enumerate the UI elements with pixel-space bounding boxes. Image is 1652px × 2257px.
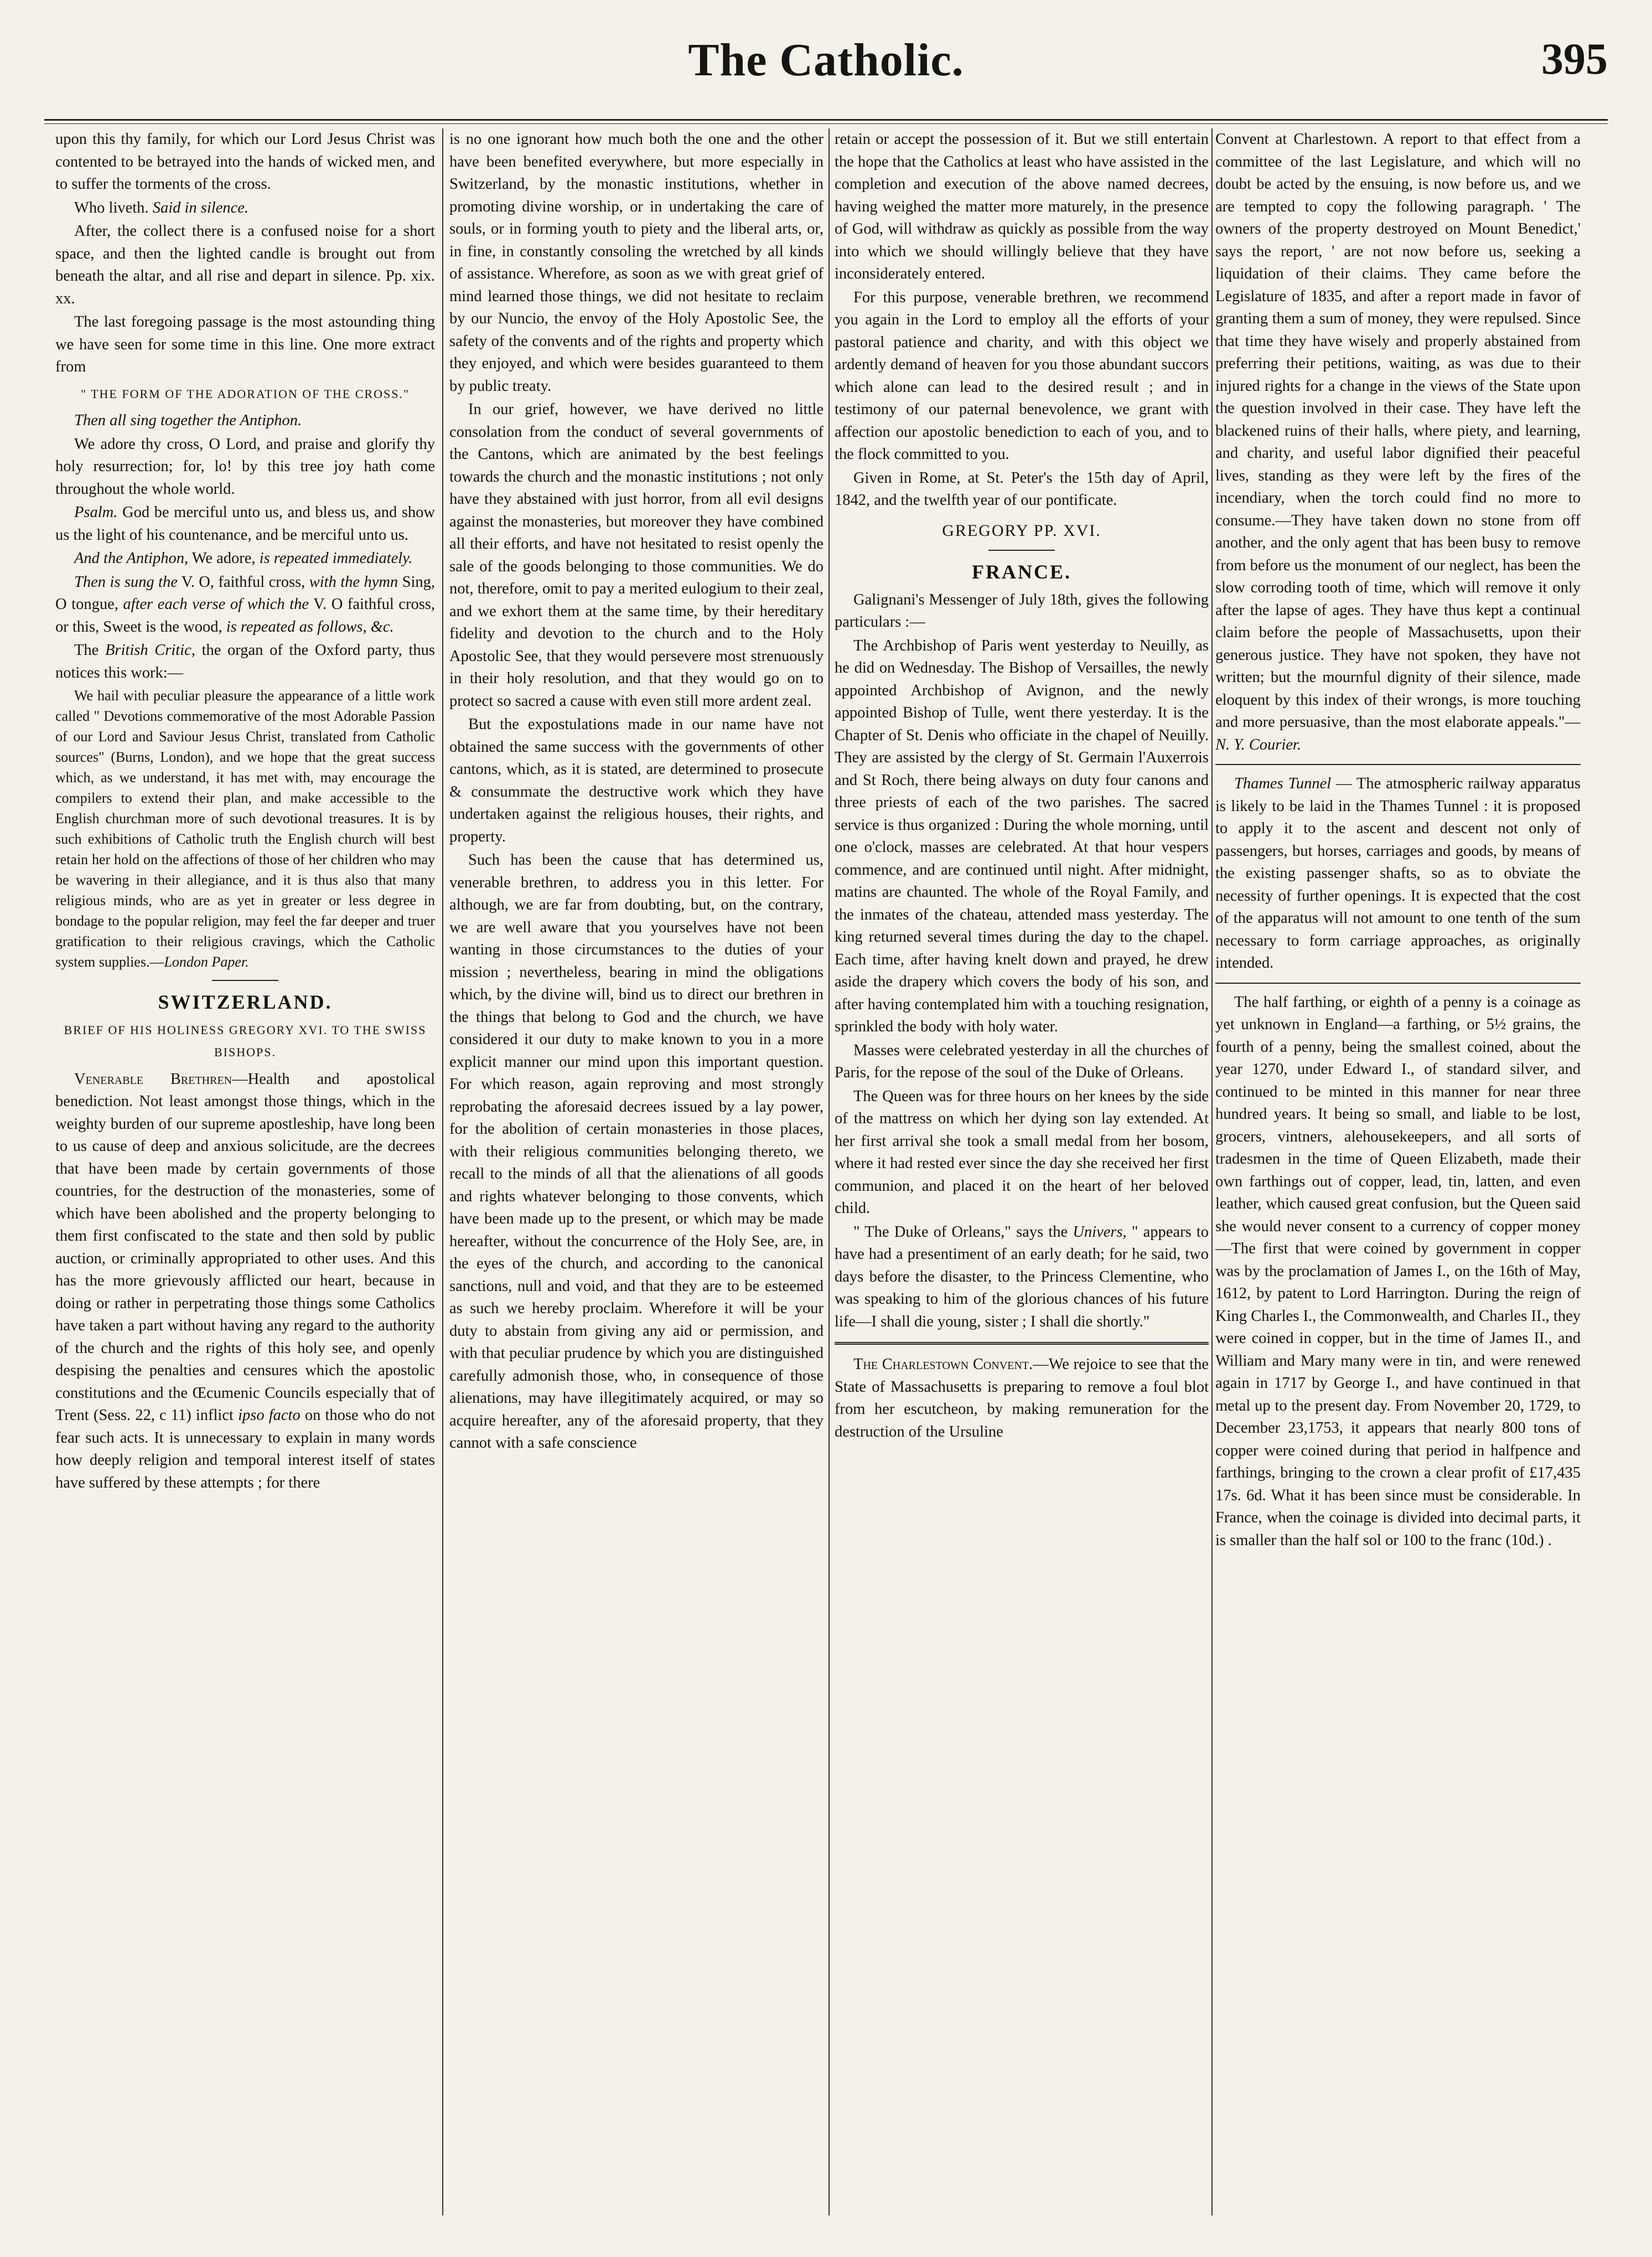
paragraph: For this purpose, venerable brethren, we recommend you again in the Lord to employ all the efforts of your pastoral patience and charity, and with this object we ardently demand of heaven for you those abundant succors which alone can lead to the desired result ; and in testimony of our paternal benevolence, we grant with affection our apostolic benediction to each of you, and to the flock committed to you.	[835, 288, 1209, 463]
column-3	[835, 128, 1209, 2215]
text-run: The	[74, 642, 99, 659]
section-heading: SWITZERLAND.	[158, 991, 333, 1013]
paragraph: retain or accept the possession of it. But we still entertain the hope that the Catholics at least who have assisted in the completion and execution of the above named decrees, having weighed the matter more maturely, in the presence of God, will withdraw as quickly as possible from the way into which we should willingly believe that they have inconsiderately entered.	[835, 131, 1209, 282]
text-run: on those who do not fear such acts. It is unnecessary to explain in many words how deeply religion and temporal interest itself of states have suffered by these attempts ; for there	[55, 1407, 435, 1491]
header-rule	[44, 119, 1608, 121]
paragraph: Such has been the cause that has determined us, venerable brethren, to address you in this letter. For although, we are far from doubting, but, on the contrary, we are well aware that you yourselves have not been wanting in those circumstances to the duties of your mission ; nevertheless, bearing in mind the obligations which, by the divine will, bind us to direct our brethren in the things that belong to God and the church, we have considered it our duty to make known to you in a more explicit manner our mind upon this important question. For which reason, again reproving and most strongly reprobating the aforesaid decrees issued by a lay power, for the abolition of certain monasteries in those places, with their religious communities belonging thereto, we recall to the minds of all that the alienations of all goods and rights whatever belonging to those convents, which have been made up to the present, or which may be made hereafter, without the concurrence of the Holy See, are, in the eyes of the church, and according to the canonical sanctions, null and void, and that they are to be esteemed as such we hereby proclaim. Wherefore it will be your duty to abstain from giving any aid or permission, and with that peculiar prudence by which you are distinguished carefully admonish those, who, in consequence of those alienations, may have illegitimately acquired, or may so acquire hereafter, any of the aforesaid property, that they cannot with a safe conscience	[449, 851, 824, 1452]
paragraph	[55, 502, 435, 546]
paragraph: upon this thy family, for which our Lord Jesus Christ was contented to be betrayed into the hands of wicked men, and to suffer the torments of the cross.	[55, 131, 435, 193]
paragraph	[55, 410, 435, 432]
italic-run: with the hymn	[309, 573, 398, 591]
item-heading: The Charlestown Convent.	[853, 1356, 1033, 1373]
section-heading: FRANCE.	[972, 561, 1071, 583]
paragraph: We adore thy cross, O Lord, and praise and glorify thy holy resurrection; for, lo! by this tree joy hath come throughout the whole world.	[55, 435, 435, 498]
text-run: " The Duke of Orleans," says the	[853, 1223, 1068, 1241]
item-heading: Thames Tunnel	[1234, 775, 1332, 792]
subheading: BRIEF OF HIS HOLINESS GREGORY XVI. TO THE SWISS BISHOPS.	[64, 1022, 427, 1059]
text-run: We adore,	[191, 550, 256, 567]
paragraph: is no one ignorant how much both the one and the other have been benefited everywhere, but more especially in Switzerland, by the monastic institutions, whether in promoting divine worship, or in undertaking the care of souls, or in forming youth to piety and the liberal arts, or, in fine, in constantly consoling the wretched by all kinds of assistance. Wherefore, as soon as we with great grief of mind learned those things, we did not hesitate to reclaim by our Nuncio, the envoy of the Holy Apostolic See, the safety of the convents and of the rights and property which they enjoyed, and which were besides guaranteed to them by public treaty.	[449, 131, 824, 395]
paragraph: Masses were celebrated yesterday in all the churches of Paris, for the repose of the soul of the Duke of Orleans.	[835, 1041, 1209, 1081]
italic-run: Then is sung the	[74, 573, 178, 591]
text-run: — The atmospheric railway apparatus is likely to be laid in the Thames Tunnel : it is proposed to apply it to the ascent and descent not only of passengers, but horses, carriages and goods, by means of the existing passenger shafts, so as to obviate the necessity of further openings. It is expected that the cost of the apparatus will not amount to one tenth of the sum necessary to form carriage approaches, as originally intended.	[1215, 775, 1581, 972]
double-rule	[835, 1342, 1209, 1345]
rule	[212, 980, 278, 981]
source-credit: London Paper.	[164, 954, 249, 970]
text-run: " appears to have had a presentiment of an early death; for he said, two days before the disaster, to the Princess Clementine, who was speaking to him of the glorious chances of his future life—I shall die young, sister ; I shall die shortly."	[835, 1223, 1209, 1330]
page-number: 395	[1541, 35, 1608, 84]
text-run: Who liveth.	[74, 199, 149, 216]
italic-run: Then all sing together the Antiphon.	[74, 412, 302, 429]
page-title: The Catholic.	[688, 34, 964, 86]
quoted-review	[55, 685, 435, 972]
text-run: Convent at Charlestown. A report to that effect from a committee of the last Legislature, and which will no doubt be acted by the ensuing, is now before us, and we are tempted to copy the following paragraph. ' The owners of the property destroyed on Mount Benedict,' says the report, ' are not now before us, seeking a liquidation of their claims. They came before the Legislature of 1835, and after a report made in favor of granting them a sum of money, they were repulsed. Since that time they have wisely and properly abstained from preferring their petitions, waiting, as was due to their injured rights for a change in the views of the State upon the question involved in their case. They have left the blackened ruins of their halls, where piety, and learning, and charity, and useful labor dignified their peaceful lives, standing as they were left by the fires of the incendiary, when the torch could find no more to consume.—They have taken down no stone from off another, and the only agent that has been busy to remove from before us the monument of our neglect, has been the slow corroding tooth of time, which will remove it only after the lapse of ages. They have thus kept a continual claim before the people of Massachusetts, upon their generous justice. They have not spoken, they have not written; but the mournful dignity of their silence, made eloquent by this index of their wrongs, is more touching and more persuasive, than the most elaborate appeals."—	[1215, 131, 1581, 731]
text-run: Sweet is the wood,	[103, 618, 222, 636]
paragraph: But the expostulations made in our name have not obtained the same success with the governments of other cantons, which, as it is stated, are determined to prosecute & consummate the destructive work which they have undertaken against the religious houses, their rights, and property.	[449, 716, 824, 845]
paragraph: The last foregoing passage is the most astounding thing we have seen for some time in this line. One more extract from	[55, 313, 435, 375]
paragraph: The Queen was for three hours on her knees by the side of the mattress on which her dying son lay extended. At her first arrival she took a small medal from her bosom, where it had rested ever since the day she received her first communion, and placed it on the heart of her beloved child.	[835, 1087, 1209, 1217]
italic-run: Psalm.	[74, 504, 118, 521]
text-run: God be merciful unto us, and bless us, and show us the light of his countenance, and be merciful unto us.	[55, 504, 435, 544]
rule	[1215, 983, 1581, 984]
column-1	[55, 128, 435, 2215]
text-run: V. O faithful cross, or this,	[55, 596, 435, 636]
text-run: Sing, O tongue,	[55, 573, 435, 613]
column-divider	[828, 128, 830, 2215]
paragraph	[55, 571, 435, 639]
italic-run: And the Antiphon,	[74, 550, 189, 567]
salutation: Venerable Brethren	[74, 1070, 232, 1088]
paragraph	[835, 1221, 1209, 1334]
text-run: —We rejoice to see that the State of Massachusetts is preparing to remove a foul blot from her escutcheon, by making remuneration for the destruction of the Ursuline	[835, 1356, 1209, 1440]
italic-run: British Critic,	[105, 642, 195, 659]
text-run: V. O, faithful cross,	[181, 573, 305, 591]
paragraph: After, the collect there is a confused noise for a short space, and then the lighted candle is brought out from beneath the altar, and all rise and depart in silence. Pp. xix. xx.	[55, 223, 435, 307]
paragraph: The Archbishop of Paris went yesterday to Neuilly, as he did on Wednesday. The Bishop of Versailles, the newly appointed Archbishop of Avignon, and the newly appointed Bishop of Tulle, went there yesterday. It is the Chapter of St. Denis who officiate in the chapel of Neuilly. They are assisted by the clergy of St. Germain l'Auxerrois and St Roch, there being always on duty four canons and three priests of each of the two parishes. The sacred service is thus organized : During the whole morning, until one o'clock, masses are celebrated. At that hour vespers commence, and are continued until night. After midnight, matins are chaunted. The whole of the Royal Family, and the inmates of the chateau, attended mass yesterday. The king returned several times during the day to the chapel. Each time, after having knelt down and prayed, he drew aside the drapery which covers the body of his son, and after having contemplated him with a touching resignation, sprinkled the body with holy water.	[835, 637, 1209, 1035]
italic-run: Univers,	[1073, 1223, 1127, 1241]
signature: GREGORY PP. XVI.	[942, 521, 1101, 540]
column-4	[1215, 128, 1581, 2215]
column-divider	[442, 128, 443, 2215]
paragraph	[1215, 773, 1581, 975]
paragraph	[1215, 128, 1581, 756]
italic-run: Said in silence.	[152, 199, 249, 216]
rule	[988, 550, 1055, 551]
subheading: " THE FORM OF THE ADORATION OF THE CROSS."	[81, 386, 410, 401]
italic-run: is repeated immediately.	[259, 550, 413, 567]
running-head	[0, 33, 1652, 105]
source-credit: N. Y. Courier.	[1215, 736, 1301, 753]
paragraph	[835, 1354, 1209, 1443]
paragraph	[55, 197, 435, 220]
rule	[1215, 764, 1581, 765]
paragraph: The half farthing, or eighth of a penny is a coinage as yet unknown in England—a farthing, or 5½ grains, the fourth of a penny, being the smallest coined, about the year 1270, under Edward I., of standard silver, and continued to be minted in this manner for near three hundred years. It being so small, and liable to be lost, grocers, vintners, alehousekeepers, and all sorts of tradesmen in the time of Queen Elizabeth, made their own farthings out of copper, lead, tin, latten, and even leather, which caused great confusion, but the Queen said she would never consent to a currency of copper money—The first that were coined by government in copper was by the proclamation of James I., on the 16th of May, 1612, by patent to Lord Harrington. During the reign of King Charles I., the Commonwealth, and Charles II., they were coined in copper, but in the time of James II., and William and Mary many were in tin, and were renewed again in 1717 by George I., and have continued in that metal up to the present day. From November 20, 1729, to December 23,1753, it appears that nearly 800 tons of copper were coined during that period in halfpence and farthings, bringing to the crown a clear profit of £17,435 17s. 6d. What it has been since must be considerable. In France, when the coinage is divided into decimal parts, it is smaller than the half sol or 100 to the franc (10d.) .	[1215, 993, 1581, 1549]
header-rule-thin	[44, 123, 1608, 124]
paragraph	[55, 639, 435, 684]
paragraph: Galignani's Messenger of July 18th, gives the following particulars :—	[835, 591, 1209, 631]
italic-run: after each verse of which the	[123, 596, 309, 613]
italic-run: is repeated as follows, &c.	[226, 618, 394, 636]
paragraph	[55, 1068, 435, 1495]
italic-run: ipso facto	[238, 1407, 301, 1424]
column-divider	[1211, 128, 1213, 2215]
paragraph	[55, 548, 435, 570]
text-run: —Health and apostolical benediction. Not least amongst those things, which in the weighty burden of our supreme apostleship, have long been to us cause of deep and anxious solicitude, are the decrees that have been made by certain governments of those countries, for the destruction of the monasteries, some of which have been abolished and the property belonging to them first confiscated to the state and then sold by public auction, or criminally appropriated to other uses. And this has the more grievously afflicted our heart, because in doing or rather in perpetrating those things some Catholics have taken a part without having any regard to the authority of the church and the rights of this holy see, and openly despising the penalties and censures which the apostolic constitutions and the Œcumenic Councils especially that of Trent (Sess. 22, c 11) inflict	[55, 1070, 435, 1424]
paragraph: Given in Rome, at St. Peter's the 15th day of April, 1842, and the twelfth year of our pontificate.	[835, 469, 1209, 509]
column-2	[449, 128, 824, 2215]
paragraph: In our grief, however, we have derived no little consolation from the conduct of several governments of the Cantons, which are animated by the best feelings towards the church and the monastic institutions ; not only have they abstained with just horror, from all evil designs against the monasteries, but moreover they have combined all their efforts, and have not hesitated to resist openly the sale of the goods belonging to those communities. We do not, therefore, omit to pay a merited eulogium to their zeal, and we exhort them at the same time, by their hereditary fidelity and devotion to the church and to the Holy Apostolic See, that they would persevere most strenuously in their holy resolution, and that they would go on to protect so sacred a cause with even still more ardent zeal.	[449, 401, 824, 710]
text-run: We hail with peculiar pleasure the appearance of a little work called " Devotions commemorative of the most Adorable Passion of our Lord and Saviour Jesus Christ, translated from Catholic sources" (Burns, London), and we hope that the great success which, as we understand, it has met with, may encourage the compilers to extend their plan, and make accessible to the English churchman more of such devotional treasures. It is by such exhibitions of Catholic truth the English church will best retain her hold on the affections of those of her children who may be wavering in their allegiance, and it is thus also that many religious minds, who are as yet in greater or less degree in bondage to the popular religion, may feel the far deeper and truer gratification to their religious cravings, which the Catholic system supplies.—	[55, 688, 435, 970]
text-run: the organ of the Oxford party, thus notices this work:—	[55, 642, 435, 681]
